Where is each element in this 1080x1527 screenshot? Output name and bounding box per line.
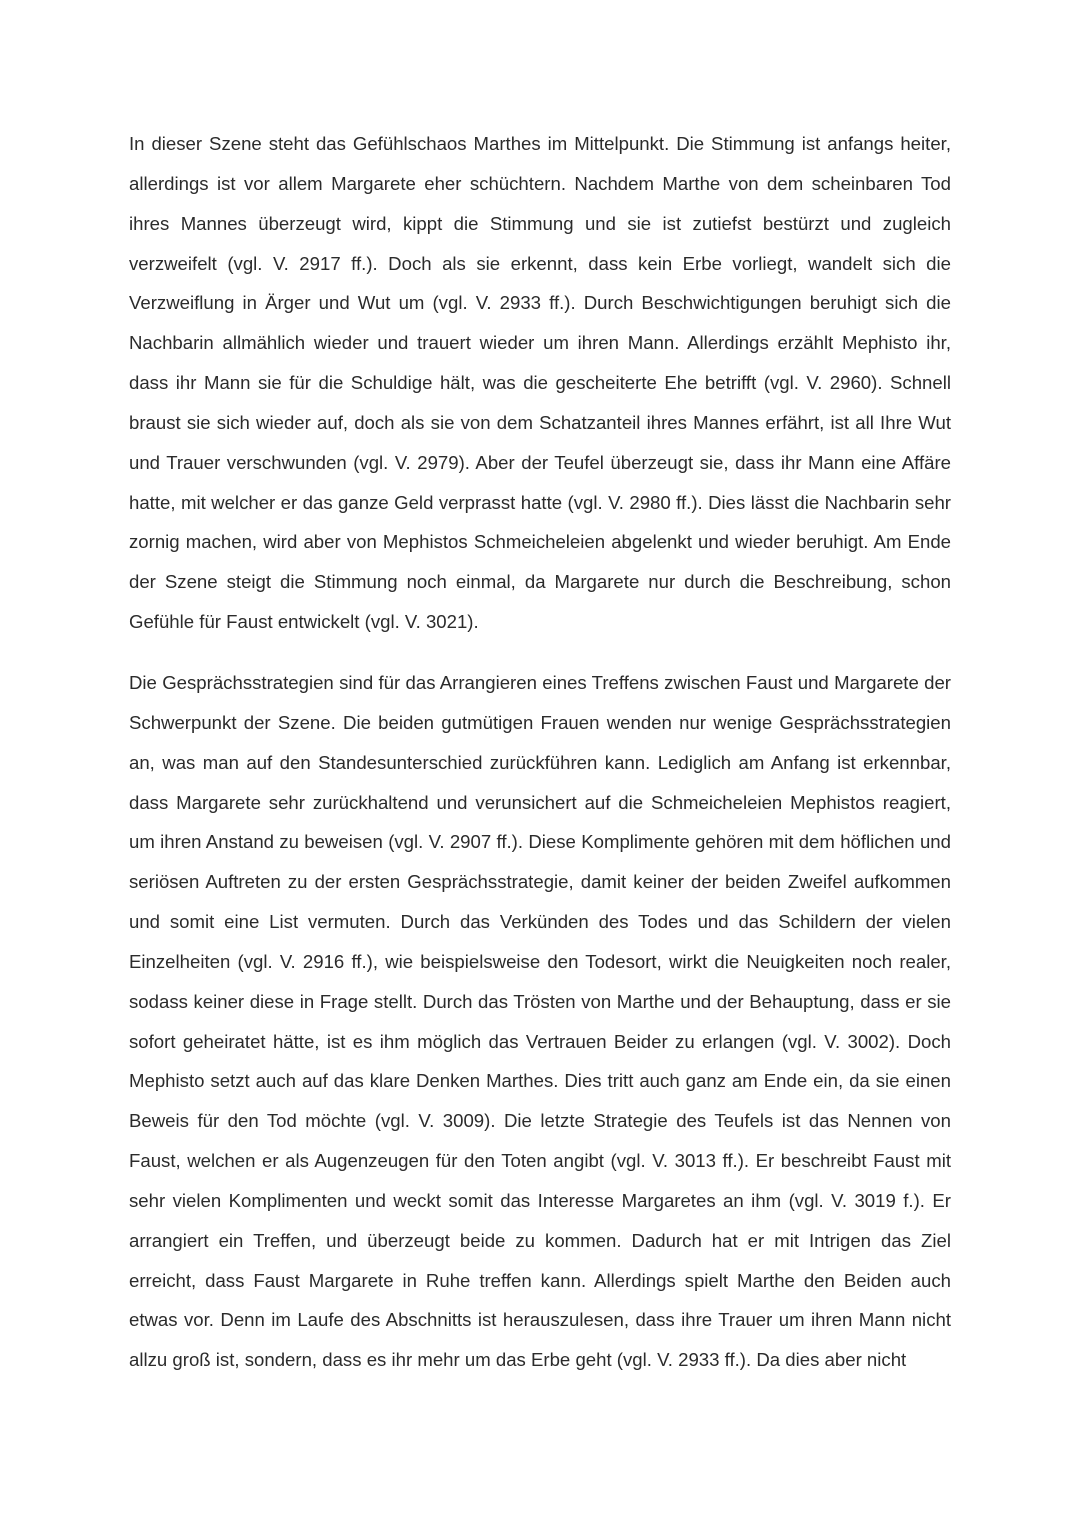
paragraph-mood: In dieser Szene steht das Gefühlschaos Marthes im Mittelpunkt. Die Stimmung ist anfangs heiter, allerdings ist vor allem Margarete eher schüchtern. Nachdem Marthe von dem scheinbaren Tod ihres Mannes überzeugt wird, kippt die Stimmung und sie ist zutiefst bestürzt und zugleich verzweifelt (vgl. V. 2917 ff.). Doch als sie erkennt, dass kein Erbe vorliegt, wandelt sich die Verzweiflung in Ärger und Wut um (vgl. V. 2933 ff.). Durch Beschwichtigungen beruhigt sich die Nachbarin allmählich wieder und trauert wieder um ihren Mann. Allerdings erzählt Mephisto ihr, dass ihr Mann sie für die Schuldige hält, was die gescheiterte Ehe betrifft (vgl. V. 2960). Schnell braust sie sich wieder auf, doch als sie von dem Schatzanteil ihres Mannes erfährt, ist all Ihre Wut und Trauer verschwunden (vgl. V. 2979). Aber der Teufel überzeugt sie, dass ihr Mann eine Affäre hatte, mit welcher er das ganze Geld verprasst hatte (vgl. V. 2980 ff.). Dies lässt die Nachbarin sehr zornig machen, wird aber von Mephistos Schmeicheleien abgelenkt und wieder beruhigt. Am Ende der Szene steigt die Stimmung noch einmal, da Margarete nur durch die Beschreibung, schon Gefühle für Faust entwickelt (vgl. V. 3021). [129,133,951,633]
document-page [129,124,951,1380]
paragraph-strategies: Die Gesprächsstrategien sind für das Arrangieren eines Treffens zwischen Faust und Margarete der Schwerpunkt der Szene. Die beiden gutmütigen Frauen wenden nur wenige Gesprächsstrategien an, was man auf den Standesunterschied zurückführen kann. Lediglich am Anfang ist erkennbar, dass Margarete sehr zurückhaltend und verunsichert auf die Schmeicheleien Mephistos reagiert, um ihren Anstand zu beweisen (vgl. V. 2907 ff.). Diese Komplimente gehören mit dem höflichen und seriösen Auftreten zu der ersten Gesprächsstrategie, damit keiner der beiden Zweifel aufkommen und somit eine List vermuten. Durch das Verkünden des Todes und das Schildern der vielen Einzelheiten (vgl. V. 2916 ff.), wie beispielsweise den Todesort, wirkt die Neuigkeiten noch realer, sodass keiner diese in Frage stellt. Durch das Trösten von Marthe und der Behauptung, dass er sie sofort geheiratet hätte, ist es ihm möglich das Vertrauen Beider zu erlangen (vgl. V. 3002). Doch Mephisto setzt auch auf das klare Denken Marthes. Dies tritt auch ganz am Ende ein, da sie einen Beweis für den Tod möchte (vgl. V. 3009). Die letzte Strategie des Teufels ist das Nennen von Faust, welchen er als Augenzeugen für den Toten angibt (vgl. V. 3013 ff.). Er beschreibt Faust mit sehr vielen Komplimenten und weckt somit das Interesse Margaretes an ihm (vgl. V. 3019 f.). Er arrangiert ein Treffen, und überzeugt beide zu kommen. Dadurch hat er mit Intrigen das Ziel erreicht, dass Faust Margarete in Ruhe treffen kann. Allerdings spielt Marthe den Beiden auch etwas vor. Denn im Laufe des Abschnitts ist herauszulesen, dass ihre Trauer um ihren Mann nicht allzu groß ist, sondern, dass es ihr mehr um das Erbe geht (vgl. V. 2933 ff.). Da dies aber nicht [129,671,951,1371]
